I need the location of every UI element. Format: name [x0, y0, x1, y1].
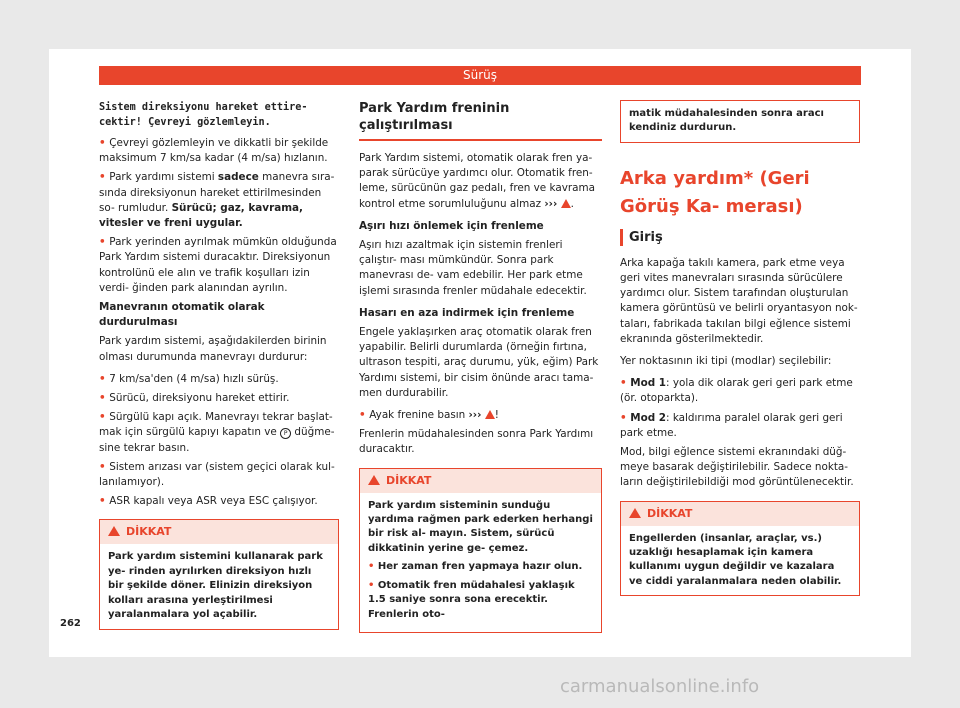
chapter-title: Arka yardım* (Geri Görüş Ka- merası) [620, 167, 810, 217]
warning-box [620, 501, 860, 597]
bullet-icon: • [368, 579, 378, 591]
list-item: • Sürgülü kapı açık. Manevrayı tekrar başlat- mak için sürgülü kapıyı kapatın ve P düğme- sine tekrar basın. [99, 411, 335, 454]
paragraph: Mod, bilgi eğlence sistemi ekranındaki düğ- meye basarak değiştirilebilir. Sadece nokta- ların değiştirilebildiği mod görüntülenecektir. [620, 446, 854, 489]
page-number: 262 [60, 618, 81, 629]
warning-icon [629, 508, 641, 518]
arrows-icon: ››› [544, 197, 558, 210]
warning-header: DİKKAT [621, 502, 859, 526]
list-item: • Mod 2: kaldırıma paralel olarak geri geri park etme. [620, 411, 843, 439]
paragraph: Engele yaklaşırken araç otomatik olarak fren yapabilir. Belirli durumlarda (örneğin fırtına, ultrason tespiti, araç durumu, yük, eğim) Park Yardımı sistemi, bir cisim önünde aracı tama- men durdurabilir. [359, 326, 599, 399]
warning-icon [108, 526, 120, 536]
bullet-icon: • [99, 137, 110, 149]
subheading: Manevranın otomatik olarak durdurulması [99, 301, 265, 329]
warning-box [359, 468, 602, 633]
list-item: • Sistem arızası var (sistem geçici olarak kul- lanılamıyor). [99, 460, 335, 489]
section-title: Park Yardım freninin çalıştırılması [359, 100, 602, 141]
warning-text: matik müdahalesinden sonra aracı kendiniz durdurun. [629, 108, 824, 134]
bullet-icon: • [99, 495, 110, 508]
system-message: Sistem direksiyonu hareket ettire- cektir! Çevreyi gözlemleyin. [99, 102, 308, 128]
paragraph: Aşırı hızı azaltmak için sistemin frenleri çalıştır- ması mümkündür. Sonra park manevrası de- vam edebilir. Her park etme işlemi sırasında frenler müdahale edecektir. [359, 239, 587, 297]
warning-icon [485, 410, 495, 419]
paragraph: Park yardım sistemi, aşağıdakilerden birinin olması durumunda manevrayı durdurur: [99, 335, 327, 363]
bullet-icon: • [99, 460, 110, 473]
list-item: • Park yerinden ayrılmak mümkün olduğunda Park Yardım sistemi duracaktır. Direksiyonun kontrolünü ele alın ve trafik koşulları izin verdi- ğinden park alanından ayrılın. [99, 236, 337, 294]
subheading: Aşırı hızı önlemek için frenleme [359, 219, 544, 232]
bullet-icon: • [620, 411, 631, 424]
warning-box [99, 519, 339, 629]
list-item: • Sürücü, direksiyonu hareket ettirir. [99, 392, 290, 405]
paragraph: Yer noktasının iki tipi (modlar) seçilebilir: [620, 355, 832, 368]
warning-box-continued [620, 100, 860, 143]
subheading: Hasarı en aza indirmek için frenleme [359, 306, 575, 319]
column-2 [359, 100, 602, 633]
bullet-icon: • [99, 411, 110, 424]
warning-icon [561, 199, 571, 208]
bullet-icon: • [99, 392, 110, 405]
list-item: • ASR kapalı veya ASR veya ESC çalışıyor. [99, 495, 318, 508]
list-item: • Park yardımı sistemi sadece manevra sıra- sında direksiyonun hareket ettirilmesinden so- rumludur. Sürücü; gaz, kavrama, vitesler ve freni uygular. [99, 171, 335, 230]
section-header: Sürüş [99, 66, 861, 85]
warning-header: DİKKAT [100, 520, 338, 544]
bullet-icon: • [359, 409, 370, 422]
bullet-icon: • [99, 372, 110, 385]
list-item: • Çevreyi gözlemleyin ve dikkatli bir şekilde maksimum 7 km/sa kadar (4 m/sa) hızlanın. [99, 137, 329, 165]
warning-header: DİKKAT [360, 469, 601, 493]
list-item: • Ayak frenine basın ››› ! [359, 409, 499, 422]
paragraph: Frenlerin müdahalesinden sonra Park Yardımı duracaktır. [359, 428, 594, 456]
list-item: • Otomatik fren müdahalesi yaklaşık 1.5 saniye sonra sona erecektir. Frenlerin oto- [368, 579, 575, 620]
column-1 [99, 100, 339, 630]
warning-text: Engellerden (insanlar, araçlar, vs.) uzaklığı hesaplamak için kamera kullanımı uygun değildir ve kazalara ve ciddi yaralanmalara neden olabilir. [629, 532, 842, 587]
list-item: • Mod 1: yola dik olarak geri geri park etme (ör. otoparkta). [620, 377, 853, 405]
paragraph: Arka kapağa takılı kamera, park etme veya geri vites manevraları sırasında sürücülere yardımcı olur. Sistem tarafından oluşturulan kamera görüntüsü ve belirli oryantasyon nok- taları, fabrikada takılan bilgi eğlence sistemi ekranında gösterilmektedir. [620, 256, 858, 345]
list-item: • Her zaman fren yapmaya hazır olun. [368, 561, 583, 573]
watermark: carmanualsonline.info [560, 676, 760, 697]
warning-text: Park yardım sisteminin sunduğu yardıma rağmen park ederken herhangi bir risk al- mayın. Sistem, sürücü dikkatinin yerine ge- çemez. • Her zaman fren yapmaya hazır olun. • Otomatik fren müdahalesi yaklaşık 1.5 saniye sonra sona erecektir. Frenlerin oto- [360, 493, 601, 632]
section-title: Giriş [620, 229, 860, 246]
bullet-icon: • [99, 236, 110, 249]
bullet-icon: • [368, 561, 378, 573]
warning-text: Park yardım sistemini kullanarak park ye- rinden ayrılırken direksiyon hızlı bir şekilde döner. Elinizin direksiyon kolları arasına yerleştirilmesi yaralanmalara yol açabilir. [108, 551, 323, 621]
paragraph: Park Yardım sistemi, otomatik olarak fren ya- parak sürücüye yardımcı olur. Otomatik fren- leme, sürücünün gaz pedalı, fren ve kavrama kontrol etme sorumluluğunu almaz ››› . [359, 152, 595, 210]
park-button-icon: P [280, 428, 291, 439]
warning-icon [368, 475, 380, 485]
list-item: • 7 km/sa'den (4 m/sa) hızlı sürüş. [99, 372, 279, 385]
column-3 [620, 100, 860, 596]
arrows-icon: ››› [468, 409, 482, 422]
bullet-icon: • [99, 171, 110, 184]
bullet-icon: • [620, 377, 631, 390]
